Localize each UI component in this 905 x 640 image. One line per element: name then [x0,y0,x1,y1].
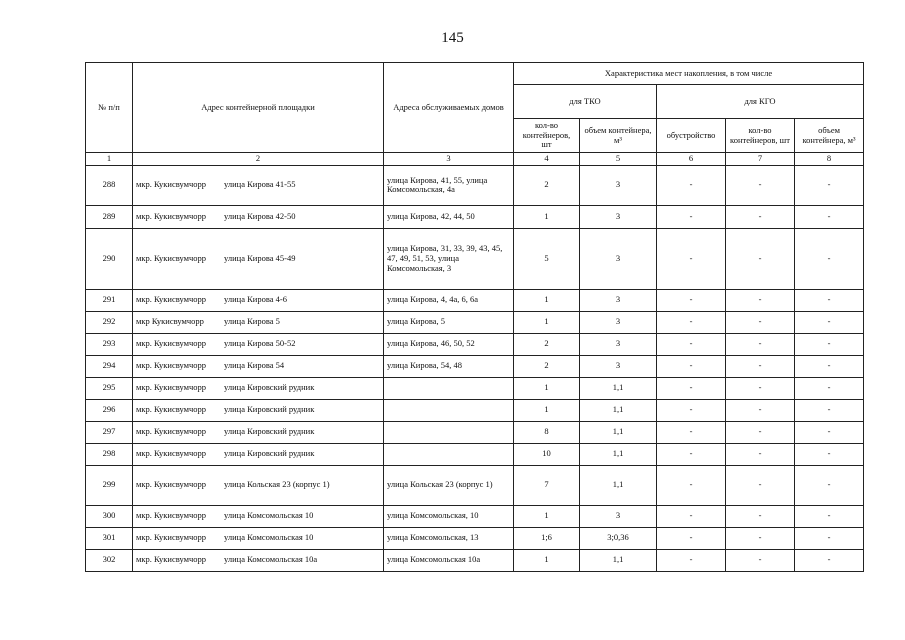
row-kgo-volume: - [795,355,864,377]
row-address [133,465,384,505]
header-tko: для ТКО [514,85,657,119]
table-row [86,443,864,465]
district-name: мкр. Кукисвумчорр [136,360,207,371]
row-kgo-equip: - [657,421,726,443]
row-tko-volume: 1,1 [580,465,657,505]
row-kgo-equip: - [657,399,726,421]
row-tko-volume: 1,1 [580,377,657,399]
colnum: 8 [795,153,864,166]
row-kgo-volume: - [795,399,864,421]
row-served: улица Кирова, 54, 48 [384,355,514,377]
table-row [86,165,864,205]
row-kgo-count: - [726,549,795,571]
row-tko-volume: 3 [580,289,657,311]
row-kgo-equip: - [657,355,726,377]
street-name: улица Комсомольская 10 [224,510,314,521]
colnum: 5 [580,153,657,166]
row-tko-count: 8 [514,421,580,443]
district-name: мкр. Кукисвумчорр [136,210,207,221]
row-kgo-count: - [726,228,795,289]
row-tko-count: 2 [514,165,580,205]
colnum: 6 [657,153,726,166]
row-kgo-equip: - [657,228,726,289]
row-address [133,311,384,333]
row-number: 290 [86,228,133,289]
row-tko-volume: 3 [580,505,657,527]
street-name: улица Кирова 54 [224,360,285,371]
row-kgo-count: - [726,333,795,355]
district-name: мкр. Кукисвумчорр [136,252,207,263]
row-kgo-volume: - [795,165,864,205]
row-tko-count: 10 [514,443,580,465]
colnum: 2 [133,153,384,166]
row-tko-volume: 1,1 [580,421,657,443]
table-row [86,228,864,289]
row-kgo-equip: - [657,165,726,205]
row-number: 293 [86,333,133,355]
row-kgo-volume: - [795,421,864,443]
row-kgo-count: - [726,311,795,333]
row-kgo-volume: - [795,549,864,571]
row-kgo-volume: - [795,333,864,355]
row-address [133,549,384,571]
district-name: мкр. Кукисвумчорр [136,426,207,437]
row-served [384,377,514,399]
header-address: Адрес контейнерной площадки [133,63,384,153]
header-tko-count: кол-во контейнеров, шт [514,119,580,153]
district-name: мкр. Кукисвумчорр [136,448,207,459]
row-kgo-equip: - [657,443,726,465]
row-served: улица Комсомольская 10а [384,549,514,571]
row-kgo-volume: - [795,205,864,228]
table-body [86,165,864,571]
street-name: улица Кирова 4-6 [224,294,287,305]
row-tko-count: 1 [514,289,580,311]
colnum: 3 [384,153,514,166]
row-served [384,443,514,465]
row-number: 292 [86,311,133,333]
table-row [86,549,864,571]
row-number: 300 [86,505,133,527]
row-kgo-equip: - [657,527,726,549]
row-kgo-count: - [726,527,795,549]
row-served: улица Кирова, 46, 50, 52 [384,333,514,355]
row-address [133,421,384,443]
district-name: мкр. Кукисвумчорр [136,532,207,543]
row-address [133,505,384,527]
row-number: 297 [86,421,133,443]
row-tko-volume: 3 [580,355,657,377]
row-address [133,355,384,377]
row-number: 298 [86,443,133,465]
street-name: улица Кирова 50-52 [224,338,296,349]
row-number: 291 [86,289,133,311]
district-name: мкр. Кукисвумчорр [136,382,207,393]
row-tko-volume: 3;0,36 [580,527,657,549]
row-served: улица Кирова, 4, 4а, 6, 6а [384,289,514,311]
district-name: мкр. Кукисвумчорр [136,338,207,349]
row-tko-count: 7 [514,465,580,505]
row-tko-count: 2 [514,333,580,355]
table-row [86,289,864,311]
row-tko-volume: 1,1 [580,443,657,465]
district-name: мкр. Кукисвумчорр [136,404,207,415]
row-kgo-equip: - [657,465,726,505]
table-row [86,505,864,527]
row-tko-count: 2 [514,355,580,377]
row-kgo-volume: - [795,311,864,333]
row-served: улица Комсомольская, 10 [384,505,514,527]
row-address [133,289,384,311]
header-kgo-count: кол-во контейнеров, шт [726,119,795,153]
street-name: улица Кировский рудник [224,404,315,415]
row-kgo-equip: - [657,549,726,571]
district-name: мкр Кукисвумчорр [136,316,204,327]
street-name: улица Кировский рудник [224,426,315,437]
row-kgo-equip: - [657,205,726,228]
row-number: 299 [86,465,133,505]
row-kgo-equip: - [657,311,726,333]
row-address [133,165,384,205]
row-address [133,443,384,465]
row-tko-volume: 1,1 [580,549,657,571]
row-served: улица Кирова, 5 [384,311,514,333]
district-name: мкр. Кукисвумчорр [136,179,207,190]
header-kgo-volume: объем контейнера, м³ [795,119,864,153]
row-kgo-equip: - [657,289,726,311]
table-row [86,421,864,443]
street-name: улица Кирова 41-55 [224,179,296,190]
row-tko-count: 1;6 [514,527,580,549]
row-served: улица Комсомольская, 13 [384,527,514,549]
row-number: 294 [86,355,133,377]
street-name: улица Комсомольская 10а [224,554,318,565]
street-name: улица Комсомольская 10 [224,532,314,543]
header-kgo-equip: обустройство [657,119,726,153]
row-kgo-count: - [726,377,795,399]
row-kgo-count: - [726,465,795,505]
row-address [133,333,384,355]
row-kgo-equip: - [657,377,726,399]
table-row [86,205,864,228]
header-num: № п/п [86,63,133,153]
row-served [384,399,514,421]
row-served [384,421,514,443]
table-row [86,465,864,505]
table-row [86,377,864,399]
header-characteristics: Характеристика мест накопления, в том числе [514,63,864,85]
header-served: Адреса обслуживаемых домов [384,63,514,153]
row-kgo-volume: - [795,228,864,289]
container-sites-table [85,62,864,572]
street-name: улица Кирова 42-50 [224,210,296,221]
row-served: улица Кирова, 41, 55, улица Комсомольская, 4а [384,165,514,205]
colnum: 7 [726,153,795,166]
row-kgo-count: - [726,399,795,421]
page-number: 145 [441,30,464,46]
row-kgo-equip: - [657,505,726,527]
row-number: 296 [86,399,133,421]
row-address [133,205,384,228]
row-tko-volume: 3 [580,228,657,289]
row-tko-count: 1 [514,399,580,421]
table-row [86,333,864,355]
row-address [133,527,384,549]
row-kgo-count: - [726,355,795,377]
row-tko-volume: 3 [580,311,657,333]
row-address [133,399,384,421]
district-name: мкр. Кукисвумчорр [136,554,207,565]
row-kgo-count: - [726,505,795,527]
row-address [133,377,384,399]
table-row [86,355,864,377]
row-tko-count: 1 [514,311,580,333]
district-name: мкр. Кукисвумчорр [136,294,207,305]
row-number: 289 [86,205,133,228]
row-number: 295 [86,377,133,399]
colnum: 4 [514,153,580,166]
row-kgo-volume: - [795,505,864,527]
header-kgo: для КГО [657,85,864,119]
row-served: улица Кольская 23 (корпус 1) [384,465,514,505]
street-name: улица Кировский рудник [224,448,315,459]
row-served: улица Кирова, 42, 44, 50 [384,205,514,228]
street-name: улица Кольская 23 (корпус 1) [224,479,330,490]
row-kgo-count: - [726,289,795,311]
header-tko-volume: объем контейнера, м³ [580,119,657,153]
row-kgo-volume: - [795,527,864,549]
row-number: 288 [86,165,133,205]
row-tko-count: 1 [514,205,580,228]
table-row [86,399,864,421]
row-kgo-volume: - [795,443,864,465]
street-name: улица Кирова 45-49 [224,252,296,263]
row-tko-volume: 3 [580,333,657,355]
row-kgo-count: - [726,421,795,443]
street-name: улица Кировский рудник [224,382,315,393]
row-tko-volume: 3 [580,205,657,228]
row-tko-volume: 1,1 [580,399,657,421]
table-row [86,527,864,549]
row-kgo-count: - [726,205,795,228]
row-kgo-equip: - [657,333,726,355]
row-tko-count: 1 [514,377,580,399]
table-row [86,311,864,333]
row-served: улица Кирова, 31, 33, 39, 43, 45, 47, 49, 51, 53, улица Комсомольская, 3 [384,228,514,289]
row-number: 302 [86,549,133,571]
row-tko-count: 5 [514,228,580,289]
row-address [133,228,384,289]
row-tko-count: 1 [514,549,580,571]
street-name: улица Кирова 5 [224,316,280,327]
district-name: мкр. Кукисвумчорр [136,510,207,521]
row-kgo-volume: - [795,465,864,505]
row-kgo-volume: - [795,377,864,399]
row-kgo-count: - [726,443,795,465]
row-tko-count: 1 [514,505,580,527]
row-kgo-volume: - [795,289,864,311]
district-name: мкр. Кукисвумчорр [136,479,207,490]
row-kgo-count: - [726,165,795,205]
colnum: 1 [86,153,133,166]
row-number: 301 [86,527,133,549]
row-tko-volume: 3 [580,165,657,205]
